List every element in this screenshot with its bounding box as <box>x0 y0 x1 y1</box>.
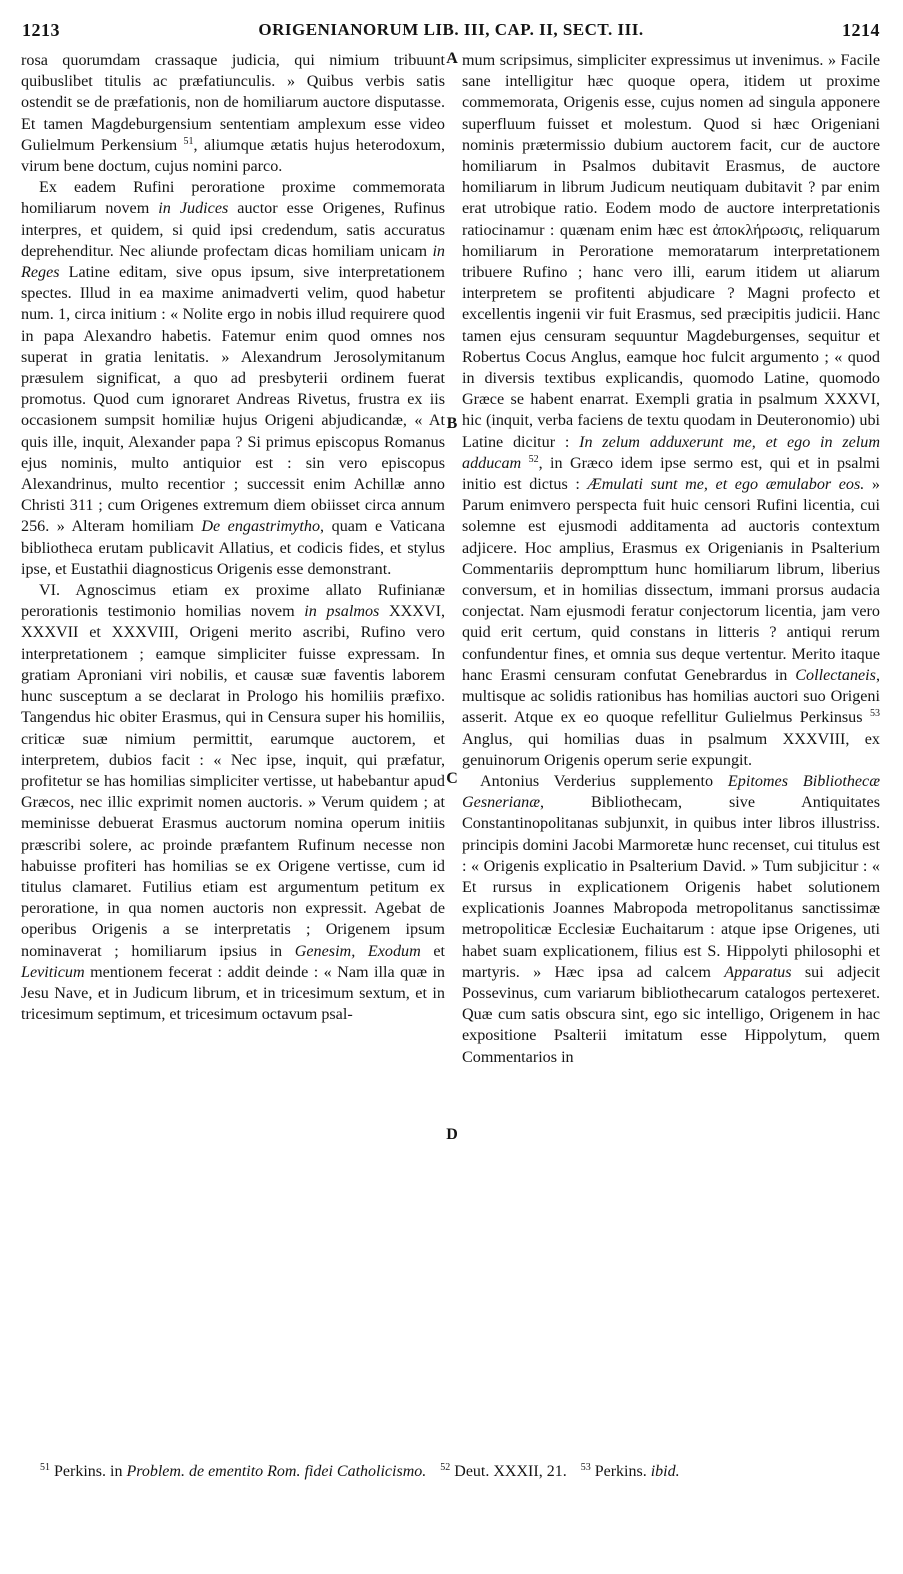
footnote-text: Deut. XXXII, 21. <box>450 1463 567 1480</box>
paragraph: VI. Agnoscimus etiam ex proxime allato Rufinianæ perorationis testimonio homilias novem in psalmos XXXVI, XXXVII et XXXVIII, Origeni merito ascribi, Rufino vero interpretationem ; eamque simpliciter fuisse expressam. In gratiam Aproniani viri nobilis, et causæ suæ faventis laborem hunc susceptum a se declarat in Prologo his homiliis præfixo. Tangendus hic obiter Erasmus, qui in Censura super his homiliis, criticæ suæ nimium permittit, earumque auctorem, et interpretem, dubios facit : « Nec ipse, inquit, qui præfatur, profitetur se has homilias simpliciter vertisse, ut habebantur apud Græcos, nec illic exprimit nomen auctoris. » Verum quidem ; at meminisse debuerat Erasmus auctorum nomina operum initiis præscribi solere, ac proinde præfantem Rufinum necesse non habuisse profiteri has homilias se ex Origene vertisse, cum id titulus clamaret. Futilius etiam est argumentum petitum ex peroratione, in qua nomen auctoris non expressit. Agebat de operibus Origenis a se interpretatis ; Origenem ipsum nominaverat ; homiliarum ipsius in Genesim, Exodum et Leviticum mentionem fecerat : addit deinde : « Nam illa quæ in Jesu Nave, et in Judicum librum, et in tricesimum sextum, et in tricesimum septimum, et tricesimum octavum psal- <box>21 582 446 1024</box>
margin-letter-d: D <box>446 1126 458 1143</box>
footnote-text: Perkins. in Problem. de ementito Rom. fidei Catholicismo. <box>50 1463 427 1480</box>
page-number-right: 1214 <box>842 20 880 40</box>
margin-letter-a: A <box>446 50 458 67</box>
paragraph: mum scripsimus, simpliciter expressimus ut invenimus. » Facile sane intelligitur hæc quoque opera, itidem ut proxime commemorata, Origenis esse, cujus nomen ad singula apponere superfluum fuisset et molestum. Quod si hæc Origeniani nominis prætermissio dubium auctorem facit, cur de auctore homiliarum in Psalmos dubitavit Erasmus, de auctore homiliarum in librum Judicum neutiquam dubitavit ? par enim erat utrobique ratio. Eodem modo de auctore interpretationis ratiocinamur : quænam enim hæc est ἀποκλήρωσις, reliquarum homiliarum in Peroratione memoratarum interpretationem tribuere Rufino ; hanc vero illi, earum itidem ut aliarum interpretem se profitenti abjudicare ? Magni profecto et excellentis ingenii vir fuit Erasmus, sed præcipitis judicii. Hanc tamen ejus censuram sequuntur Magdeburgenses, sequitur et Robertus Cocus Anglus, eamque hoc fulcit argumento ; « quod in diversis textibus explicandis, quomodo Latine, quomodo Græce se habent enarrat. Exempli gratia in psalmum XXXVI, hic (inquit, verba faciens de textu quodam in Deuteronomio) ubi Latine dicitur : In zelum adduxerunt me, et ego in zelum adducam $^{52}$, in Græco idem ipse sermo est, qui et in psalmi initio est dictus : Æmulati sunt me, et ego æmulabor eos. » Parum enimvero perspecta fuit huic censori Rufini licentia, cui solemne est ejusmodi additamenta ad auctoris contextum adjicere. Hoc amplius, Erasmus ex Origenianis in Psalterium Commentariis deprompttum hunc homiliarum librum, liberius conversum, et in homilias dissectum, immani prorsus audacia conjectat. Nam ejusmodi feratur conjectorum licentia, jam vero quid erit certum, quid constans in litteris ? antiqui rerum confundentur fines, et omnia sus deque vertentur. Merito itaque hanc Erasmi censuram confutat Genebrardus in Collectaneis, multisque ac solidis rationibus has homilias auctori suo Origeni asserit. Atque ex eo quoque refellitur Gulielmus Perkinsus $^{53}$ Anglus, qui homilias duas in psalmum XXXVIII, ex genuinorum Origenis operum serie expungit. <box>462 52 881 769</box>
page-number-left: 1213 <box>22 20 60 40</box>
running-title: ORIGENIANORUM LIB. III, CAP. II, SECT. III. <box>258 20 644 39</box>
margin-letter-c: C <box>446 770 458 787</box>
right-column <box>462 50 880 1068</box>
footnote-mark: 52 <box>440 1462 451 1473</box>
footnote-text: Perkins. ibid. <box>590 1463 680 1480</box>
paragraph: Ex eadem Rufini peroratione proxime commemorata homiliarum novem in Judices auctor esse Origenes, Rufinus interpres, et quidem, si quid ipsi credendum, satis accuratus deprehenditur. Nec aliunde profectam dicas homiliam unicam in Reges Latine editam, sive opus ipsum, sive interpretationem spectes. Illud in ea maxime animadverti velim, quod habetur num. 1, circa initium : « Nolite ergo in nobis illud requirere quod in papa Alexandro habetis. Fatemur enim quod omnes nos superat in gratia lenitatis. » Alexandrum Jerosolymitanum præsulem significat, a quo ad presbyterii ordinem fuerat promotus. Quod cum ignoraret Andreas Rivetus, frustra ex iis occasionem sumpsit homiliæ hujus Origeni abjudicandæ, « At quis ille, inquit, Alexander papa ? Si primus episcopus Romanus ejus nominis, multo antiquior est : sin vero episcopus Alexandrinus, multo recentior ; successit enim Achillæ anno Christi 311 ; cum Origenes extremum diem obiisset circa annum 256. » Alteram homiliam De engastrimytho, quam e Vaticana bibliotheca erutam publicavit Allatius, et codicis fides, et stylus ipse, et Eustathii diagnosticus Origenis esse demonstrant. <box>21 179 446 578</box>
footnote-mark: 53 <box>580 1462 591 1473</box>
paragraph: rosa quorumdam crassaque judicia, qui nimium tribuunt quibuslibet titulis ac præfatiunculis. » Quibus verbis satis ostendit se de præfationis, non de homiliarum auctore disputasse. Et tamen Magdeburgensium sententiam amplexum esse video Gulielmum Perkensium $^{51}$, aliumque ætatis hujus heterodoxum, virum bene doctum, cujus nomini parco. <box>21 52 445 176</box>
left-column <box>21 50 445 1025</box>
footnotes <box>40 1462 880 1482</box>
margin-letter-b: B <box>446 415 458 432</box>
footnote <box>40 1463 426 1480</box>
footnote <box>581 1463 680 1480</box>
running-header <box>22 20 880 42</box>
footnote-mark: 51 <box>40 1462 50 1473</box>
footnote <box>440 1463 566 1480</box>
paragraph: Antonius Verderius supplemento Epitomes Bibliothecæ Gesnerianæ, Bibliothecam, sive Antiquitates Constantinopolitanas subjunxit, in quibus inter libros illustriss. principis domini Jacobi Marmoretæ hunc recenset, cui titulus est : « Origenis explicatio in Psalterium David. » Tum subjicitur : « Et rursus in explicationem Origenis habet solutionem explicationis Joannes Mabropoda metropolitanus sanctissimæ metropoliticæ Ecclesiæ Euchaitarum : atque ipse Origenes, uti habet suam explicationem, filius est S. Hippolyti philosophi et martyris. » Hæc ipsa ad calcem Apparatus sui adjecit Possevinus, cum variarum bibliothecarum catalogos pertexeret. Quæ cum satis obscura sint, ego sic intelligo, Origenem in hac expositione Psalterii imitatum esse Hippolytum, quem Commentarios in <box>462 772 880 1066</box>
